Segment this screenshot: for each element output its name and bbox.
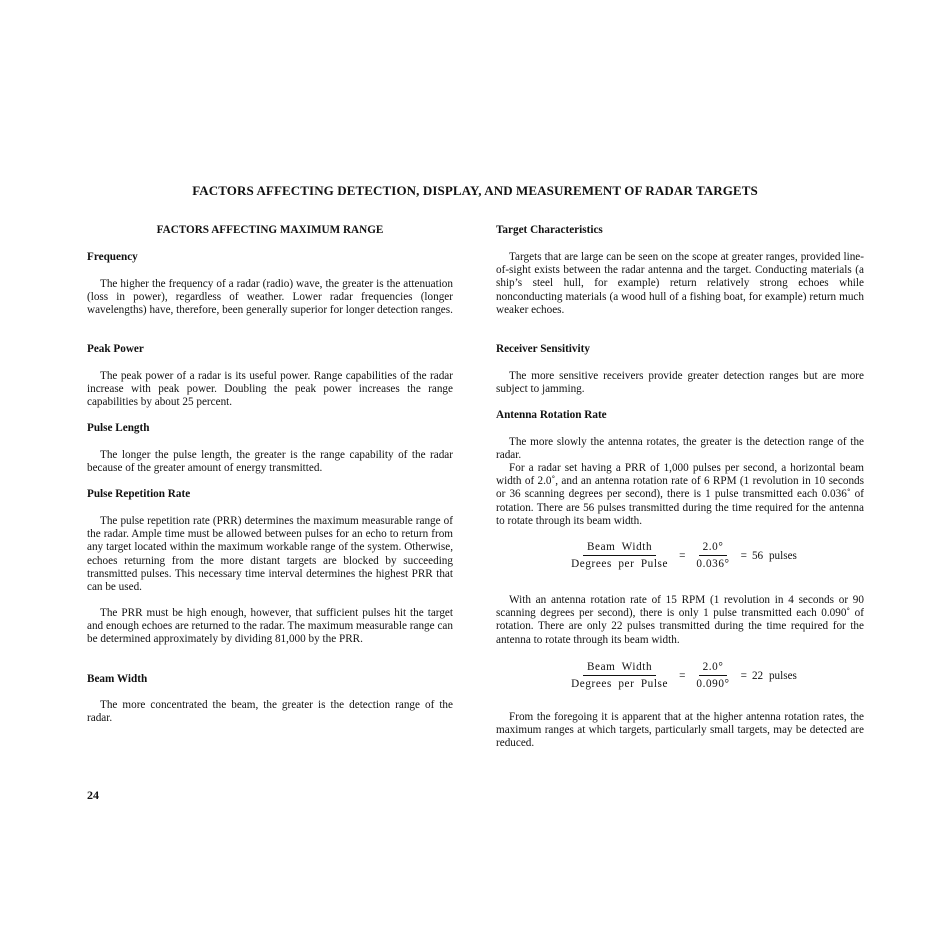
section-title-max-range: FACTORS AFFECTING MAXIMUM RANGE — [156, 224, 384, 236]
paragraph-antenna-4: From the foregoing it is apparent that at the higher antenna rotation rates, the maximum ranges at which targets, particularly small targets, may be detected are reduced. — [496, 711, 864, 750]
paragraph-receiver-sensitivity: The more sensitive receivers provide greater detection ranges but are more subject to jamming. — [496, 370, 864, 396]
paragraph-antenna-3: With an antenna rotation rate of 15 RPM (1 revolution in 4 seconds or 90 scanning degrees per second), there is only 1 pulse transmitted each 0.090˚ of rotation. There are only 22 pulses transmitted during the time required for the antenna to rotate through its beam width. — [496, 594, 864, 646]
paragraph-pulse-length: The longer the pulse length, the greater is the range capability of the radar because of the greater amount of energy transmitted. — [87, 449, 453, 475]
heading-antenna-rotation-rate: Antenna Rotation Rate — [496, 409, 607, 421]
equation-2-value-numerator: 2.0° — [699, 661, 728, 676]
paragraph-antenna-2: For a radar set having a PRR of 1,000 pulses per second, a horizontal beam width of 2.0˚, and an antenna rotation rate of 6 RPM (1 revolution in 10 seconds or 36 scanning degrees per second), there is 1 pulse transmitted each 0.036˚ of rotation. There are 56 pulses transmitted during the time required for the antenna to rotate through its beam width. — [496, 462, 864, 527]
equation-1-value-numerator: 2.0° — [699, 541, 728, 556]
equation-2-value-denominator: 0.090° — [696, 678, 730, 691]
paragraph-frequency: The higher the frequency of a radar (radio) wave, the greater is the attenuation (loss in power), regardless of weather. Lower radar frequencies (longer wavelengths) have, therefore, been generally superior for longer detection ranges. — [87, 278, 453, 317]
equation-1-equals: = — [679, 549, 686, 562]
equation-2-numerator: Beam Width — [583, 661, 656, 676]
equation-1-fraction-left — [567, 541, 672, 571]
equation-2-fraction-left — [567, 661, 672, 691]
heading-target-characteristics: Target Characteristics — [496, 224, 603, 236]
equation-22-pulses — [496, 661, 864, 691]
page-number: 24 — [87, 788, 99, 802]
equation-56-pulses — [496, 541, 864, 571]
heading-pulse-length: Pulse Length — [87, 422, 150, 434]
equation-2-fraction-right — [692, 661, 733, 691]
equation-1-value-denominator: 0.036° — [696, 558, 730, 571]
paragraph-prr-1: The pulse repetition rate (PRR) determines the maximum measurable range of the radar. Ample time must be allowed between pulses for an echo to return from any target located within the maximum workable range of the system. Otherwise, echoes returning from the more distant targets are blocked by succeeding transmitted pulses. This necessary time interval determines the highest PRR that can be used. — [87, 515, 453, 594]
equation-1-equals-2: = — [740, 549, 747, 562]
equation-2-result: 22 pulses — [751, 669, 797, 682]
paragraph-prr-2: The PRR must be high enough, however, that sufficient pulses hit the target and enough echoes are returned to the radar. The maximum measurable range can be determined approximately by dividing 81,000 by the PRR. — [87, 607, 453, 646]
heading-receiver-sensitivity: Receiver Sensitivity — [496, 343, 590, 355]
paragraph-beam-width: The more concentrated the beam, the greater is the detection range of the radar. — [87, 699, 453, 725]
equation-1-fraction-right — [692, 541, 733, 571]
heading-pulse-repetition-rate: Pulse Repetition Rate — [87, 488, 191, 500]
heading-frequency: Frequency — [87, 251, 138, 263]
paragraph-target-characteristics: Targets that are large can be seen on the scope at greater ranges, provided line-of-sight exists between the radar antenna and the target. Conducting materials (a ship’s steel hull, for example) return relatively strong echoes while nonconducting materials (a wood hull of a fishing boat, for example) return much weaker echoes. — [496, 251, 864, 316]
paragraph-peak-power: The peak power of a radar is its useful power. Range capabilities of the radar increase with peak power. Doubling the peak power increases the range capabilities by about 25 percent. — [87, 370, 453, 409]
equation-1-denominator: Degrees per Pulse — [571, 558, 669, 571]
heading-beam-width: Beam Width — [87, 673, 148, 685]
equation-1-result: 56 pulses — [751, 549, 797, 562]
heading-peak-power: Peak Power — [87, 343, 144, 355]
equation-1-numerator: Beam Width — [583, 541, 656, 556]
equation-2-equals-2: = — [740, 669, 747, 682]
paragraph-antenna-1: The more slowly the antenna rotates, the greater is the detection range of the radar. — [496, 436, 864, 462]
equation-2-denominator: Degrees per Pulse — [571, 678, 669, 691]
page-title: FACTORS AFFECTING DETECTION, DISPLAY, AND MEASUREMENT OF RADAR TARGETS — [192, 183, 758, 198]
equation-2-equals: = — [679, 669, 686, 682]
